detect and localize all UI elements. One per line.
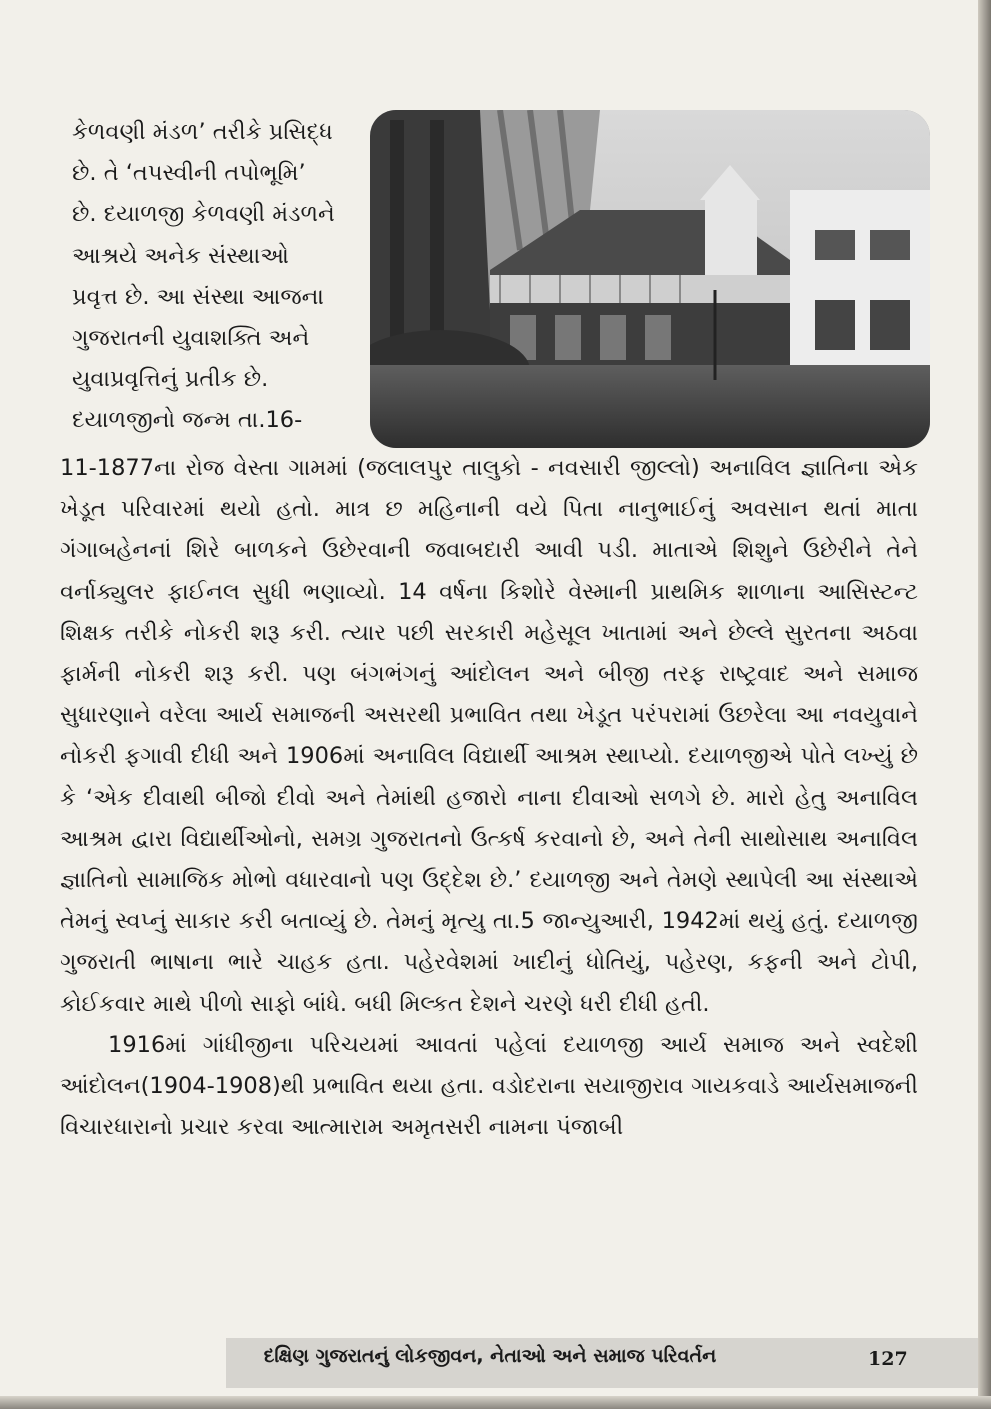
intro-line: દયાળજીનો જન્મ તા.16- — [72, 407, 303, 434]
intro-line: પ્રવૃત્ત છે. આ સંસ્થા આજના — [72, 283, 324, 310]
building-photo-image — [370, 110, 930, 448]
intro-line: આશ્રયે અનેક સંસ્થાઓ — [72, 242, 289, 269]
paragraph-biography: 11-1877ના રોજ વેસ્તા ગામમાં (જલાલપુર તાલુકો - નવસારી જીલ્લો) અનાવિલ જ્ઞાતિના એક ખેડૂત પરિવારમાં થયો હતો. માત્ર છ મહિનાની વયે પિતા નાનુભાઈનું અવસાન થતાં માતા ગંગાબહેનનાં શિરે બાળકને ઉછેરવાની જવાબદારી આવી પડી. માતાએ શિશુને ઉછેરીને તેને વર્નાક્યુલર ફાઈનલ સુધી ભણાવ્યો. 14 વર્ષના કિશોરે વેસ્માની પ્રાથમિક શાળાના આસિસ્ટન્ટ શિક્ષક તરીકે નોકરી શરૂ કરી. ત્યાર પછી સરકારી મહેસૂલ ખાતામાં અને છેલ્લે સુરતના અઠવા ફાર્મની નોકરી શરૂ કરી. પણ બંગભંગનું આંદોલન અને બીજી તરફ રાષ્ટ્રવાદ અને સમાજ સુધારણાને વરેલા આર્ય સમાજની અસરથી પ્રભાવિત તથા ખેડૂત પરંપરામાં ઉછરેલા આ નવયુવાને નોકરી ફગાવી દીધી અને 1906માં અનાવિલ વિદ્યાર્થી આશ્રમ સ્થાપ્યો. દયાળજીએ પોતે લખ્યું છે કે ‘એક દીવાથી બીજો દીવો અને તેમાંથી હજારો નાના દીવાઓ સળગે છે. મારો હેતુ અનાવિલ આશ્રમ દ્વારા વિદ્યાર્થીઓનો, સમગ્ર ગુજરાતનો ઉત્કર્ષ કરવાનો છે, અને તેની સાથોસાથ અનાવિલ જ્ઞાતિનો સામાજિક મોભો વધારવાનો પણ ઉદ્દેશ છે.’ દયાળજી અને તેમણે સ્થાપેલી આ સંસ્થાએ તેમનું સ્વપ્નું સાકાર કરી બતાવ્યું છે. તેમનું મૃત્યુ તા.5 જાન્યુઆરી, 1942માં થયું હતું. દયાળજી ગુજરાતી ભાષાના ભારે ચાહક હતા. પહેરવેશમાં ખાદીનું ધોતિયું, પહેરણ, કફની અને ટોપી, કોઈકવાર માથે પીળો સાફો બાંધે. બધી મિલ્કત દેશને ચરણે ધરી દીધી હતી. — [60, 455, 918, 1017]
page-bottom-shadow — [0, 1396, 991, 1409]
page-edge-shadow — [978, 0, 991, 1409]
intro-line: છે. દયાળજી કેળવણી મંડળને — [72, 201, 335, 228]
intro-line: કેળવણી મંડળ’ તરીકે પ્રસિદ્ધ — [72, 119, 333, 145]
footer-title: દક્ષિણ ગુજરાતનું લોકજીવન, નેતાઓ અને સમાજ પરિવર્તન — [263, 1345, 717, 1367]
intro-text — [72, 112, 362, 442]
intro-line: યુવાપ્રવૃત્તિનું પ્રતીક છે. — [72, 366, 269, 393]
body-text — [60, 448, 918, 1148]
page-number: 127 — [868, 1348, 908, 1370]
paragraph-arya-samaj: 1916માં ગાંધીજીના પરિચયમાં આવતાં પહેલાં દયાળજી આર્ય સમાજ અને સ્વદેશી આંદોલન(1904-1908)થી પ્રભાવિત થયા હતા. વડોદરાના સયાજીરાવ ગાયકવાડે આર્યસમાજની વિચારધારાનો પ્રચાર કરવા આત્મારામ અમૃતસરી નામના પંજાબી — [60, 1031, 918, 1141]
intro-line: છે. તે ‘તપસ્વીની તપોભૂમિ’ — [72, 160, 306, 187]
intro-line: ગુજરાતની યુવાશક્તિ અને — [72, 325, 310, 352]
building-photo — [370, 110, 930, 448]
